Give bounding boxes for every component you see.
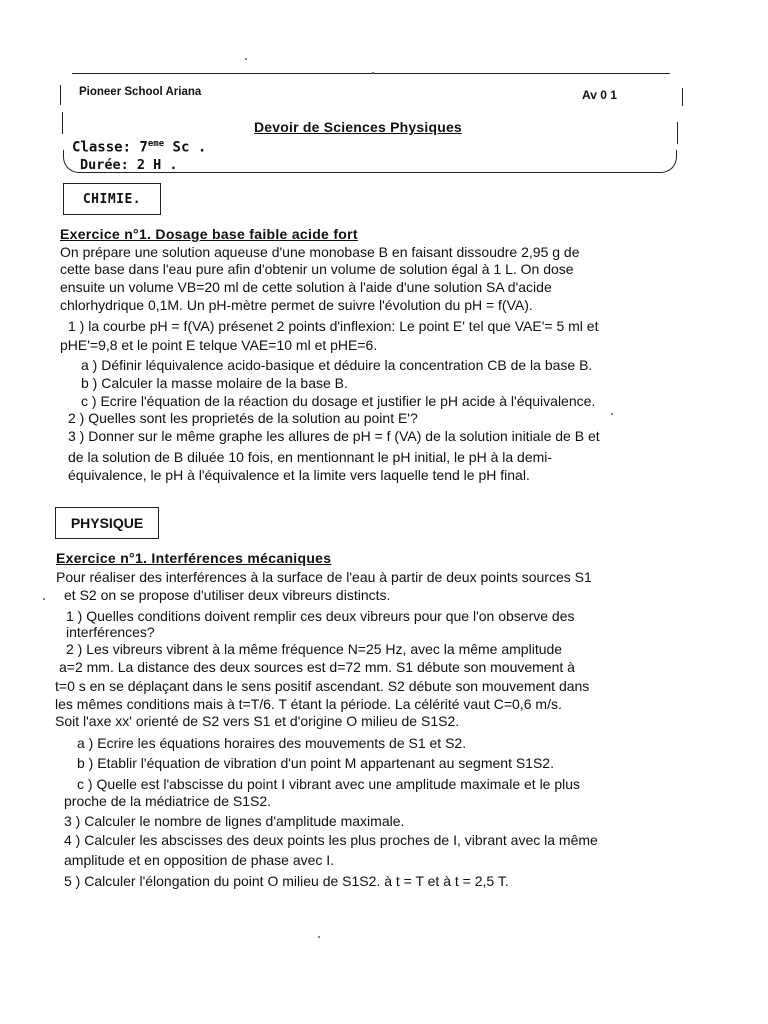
physique-line: c ) Quelle est l'abscisse du point I vibrant avec une amplitude maximale et le plus — [77, 776, 581, 792]
physique-line: b ) Etablir l'équation de vibration d'un point M appartenant au segment S1S2. — [77, 755, 554, 771]
chimie-line: de la solution de B diluée 10 fois, en mentionnant le pH initial, le pH à la demi- — [68, 449, 553, 465]
section-chimie: CHIMIE. — [63, 183, 161, 215]
physique-line: 2 ) Les vibreurs vibrent à la même fréquence N=25 Hz, avec la même amplitude — [66, 641, 563, 657]
section-physique: PHYSIQUE — [55, 507, 159, 539]
physique-line: amplitude et en opposition de phase avec I. — [64, 852, 335, 868]
exercise-title-physique: Exercice n°1. Interférences mécaniques — [56, 550, 332, 566]
chimie-line: pHE'=9,8 et le point E telque VAE=10 ml et pHE=6. — [60, 337, 378, 353]
classe-label: Classe: 7eme Sc . — [72, 139, 207, 156]
chimie-line: b ) Calculer la masse molaire de la base B. — [81, 375, 348, 391]
header-frame-left-mid — [62, 112, 63, 134]
physique-line: interférences? — [66, 624, 155, 640]
physique-line: 5 ) Calculer l'élongation du point O milieu de S1S2. à t = T et à t = 2,5 T. — [64, 873, 509, 889]
chimie-line: chlorhydrique 0,1M. Un pH-mètre permet de suivre l'évolution du pH = f(VA). — [60, 297, 533, 313]
school-name: Pioneer School Ariana — [79, 86, 202, 98]
chimie-line: c ) Ecrire l'équation de la réaction du dosage et justifier le pH acide à l'équivalence. — [81, 393, 596, 409]
header-frame-right — [674, 88, 683, 106]
physique-line: Pour réaliser des interférences à la surface de l'eau à partir de deux points sources S1 — [56, 569, 592, 585]
chimie-line: On prépare une solution aqueuse d'une monobase B en faisant dissoudre 2,95 g de — [60, 244, 580, 260]
chimie-line: a ) Définir léquivalence acido-basique et déduire la concentration CB de la base B. — [81, 357, 593, 373]
physique-line: t=0 s en se déplaçant dans le sens positif ascendant. S2 débute son mouvement dans — [55, 678, 590, 694]
header-frame-right-mid — [677, 122, 678, 144]
chimie-line: équivalence, le pH à l'équivalence et la limite vers laquelle tend le pH final. — [68, 467, 530, 483]
scan-speck — [43, 598, 45, 600]
physique-line: 3 ) Calculer le nombre de lignes d'amplitude maximale. — [64, 813, 405, 829]
chimie-line: 3 ) Donner sur le même graphe les allures de pH = f (VA) de la solution initiale de B et — [68, 428, 600, 444]
physique-line: et S2 on se propose d'utiliser deux vibreurs distincts. — [64, 587, 391, 603]
physique-line: a ) Ecrire les équations horaires des mouvements de S1 et S2. — [77, 735, 467, 751]
scan-speck — [372, 72, 374, 74]
chimie-line: cette base dans l'eau pure afin d'obtenir un volume de solution égal à 1 L. On dose — [60, 261, 574, 277]
header-frame-left — [60, 85, 69, 105]
scan-speck — [245, 58, 247, 60]
header-frame-top — [72, 73, 670, 74]
scan-speck — [611, 413, 613, 415]
duree-label: Durée: 2 H . — [80, 157, 178, 173]
chimie-line: ensuite un volume VB=20 ml de cette solution à l'aide d'une solution SA d'acide — [60, 279, 552, 295]
physique-line: a=2 mm. La distance des deux sources est d=72 mm. S1 débute son mouvement à — [59, 659, 575, 675]
physique-line: 1 ) Quelles conditions doivent remplir ces deux vibreurs pour que l'on observe des — [66, 608, 575, 624]
physique-line: proche de la médiatrice de S1S2. — [64, 793, 272, 809]
physique-line: Soit l'axe xx' orienté de S2 vers S1 et d'origine O milieu de S1S2. — [55, 713, 460, 729]
physique-line: les mêmes conditions mais à t=T/6. T étant la période. La célérité vaut C=0,6 m/s. — [55, 696, 562, 712]
scan-speck — [318, 936, 320, 938]
physique-line: 4 ) Calculer les abscisses des deux points les plus proches de I, vibrant avec la même — [64, 832, 598, 848]
exercise-title-chimie: Exercice n°1. Dosage base faible acide fort — [60, 226, 358, 242]
chimie-line: 1 ) la courbe pH = f(VA) présenet 2 points d'inflexion: Le point E' tel que VAE'= 5 ml et — [68, 318, 599, 334]
page-title: Devoir de Sciences Physiques — [254, 119, 462, 135]
av-label: Av 0 1 — [582, 88, 617, 102]
chimie-line: 2 ) Quelles sont les proprietés de la solution au point E'? — [68, 410, 418, 426]
